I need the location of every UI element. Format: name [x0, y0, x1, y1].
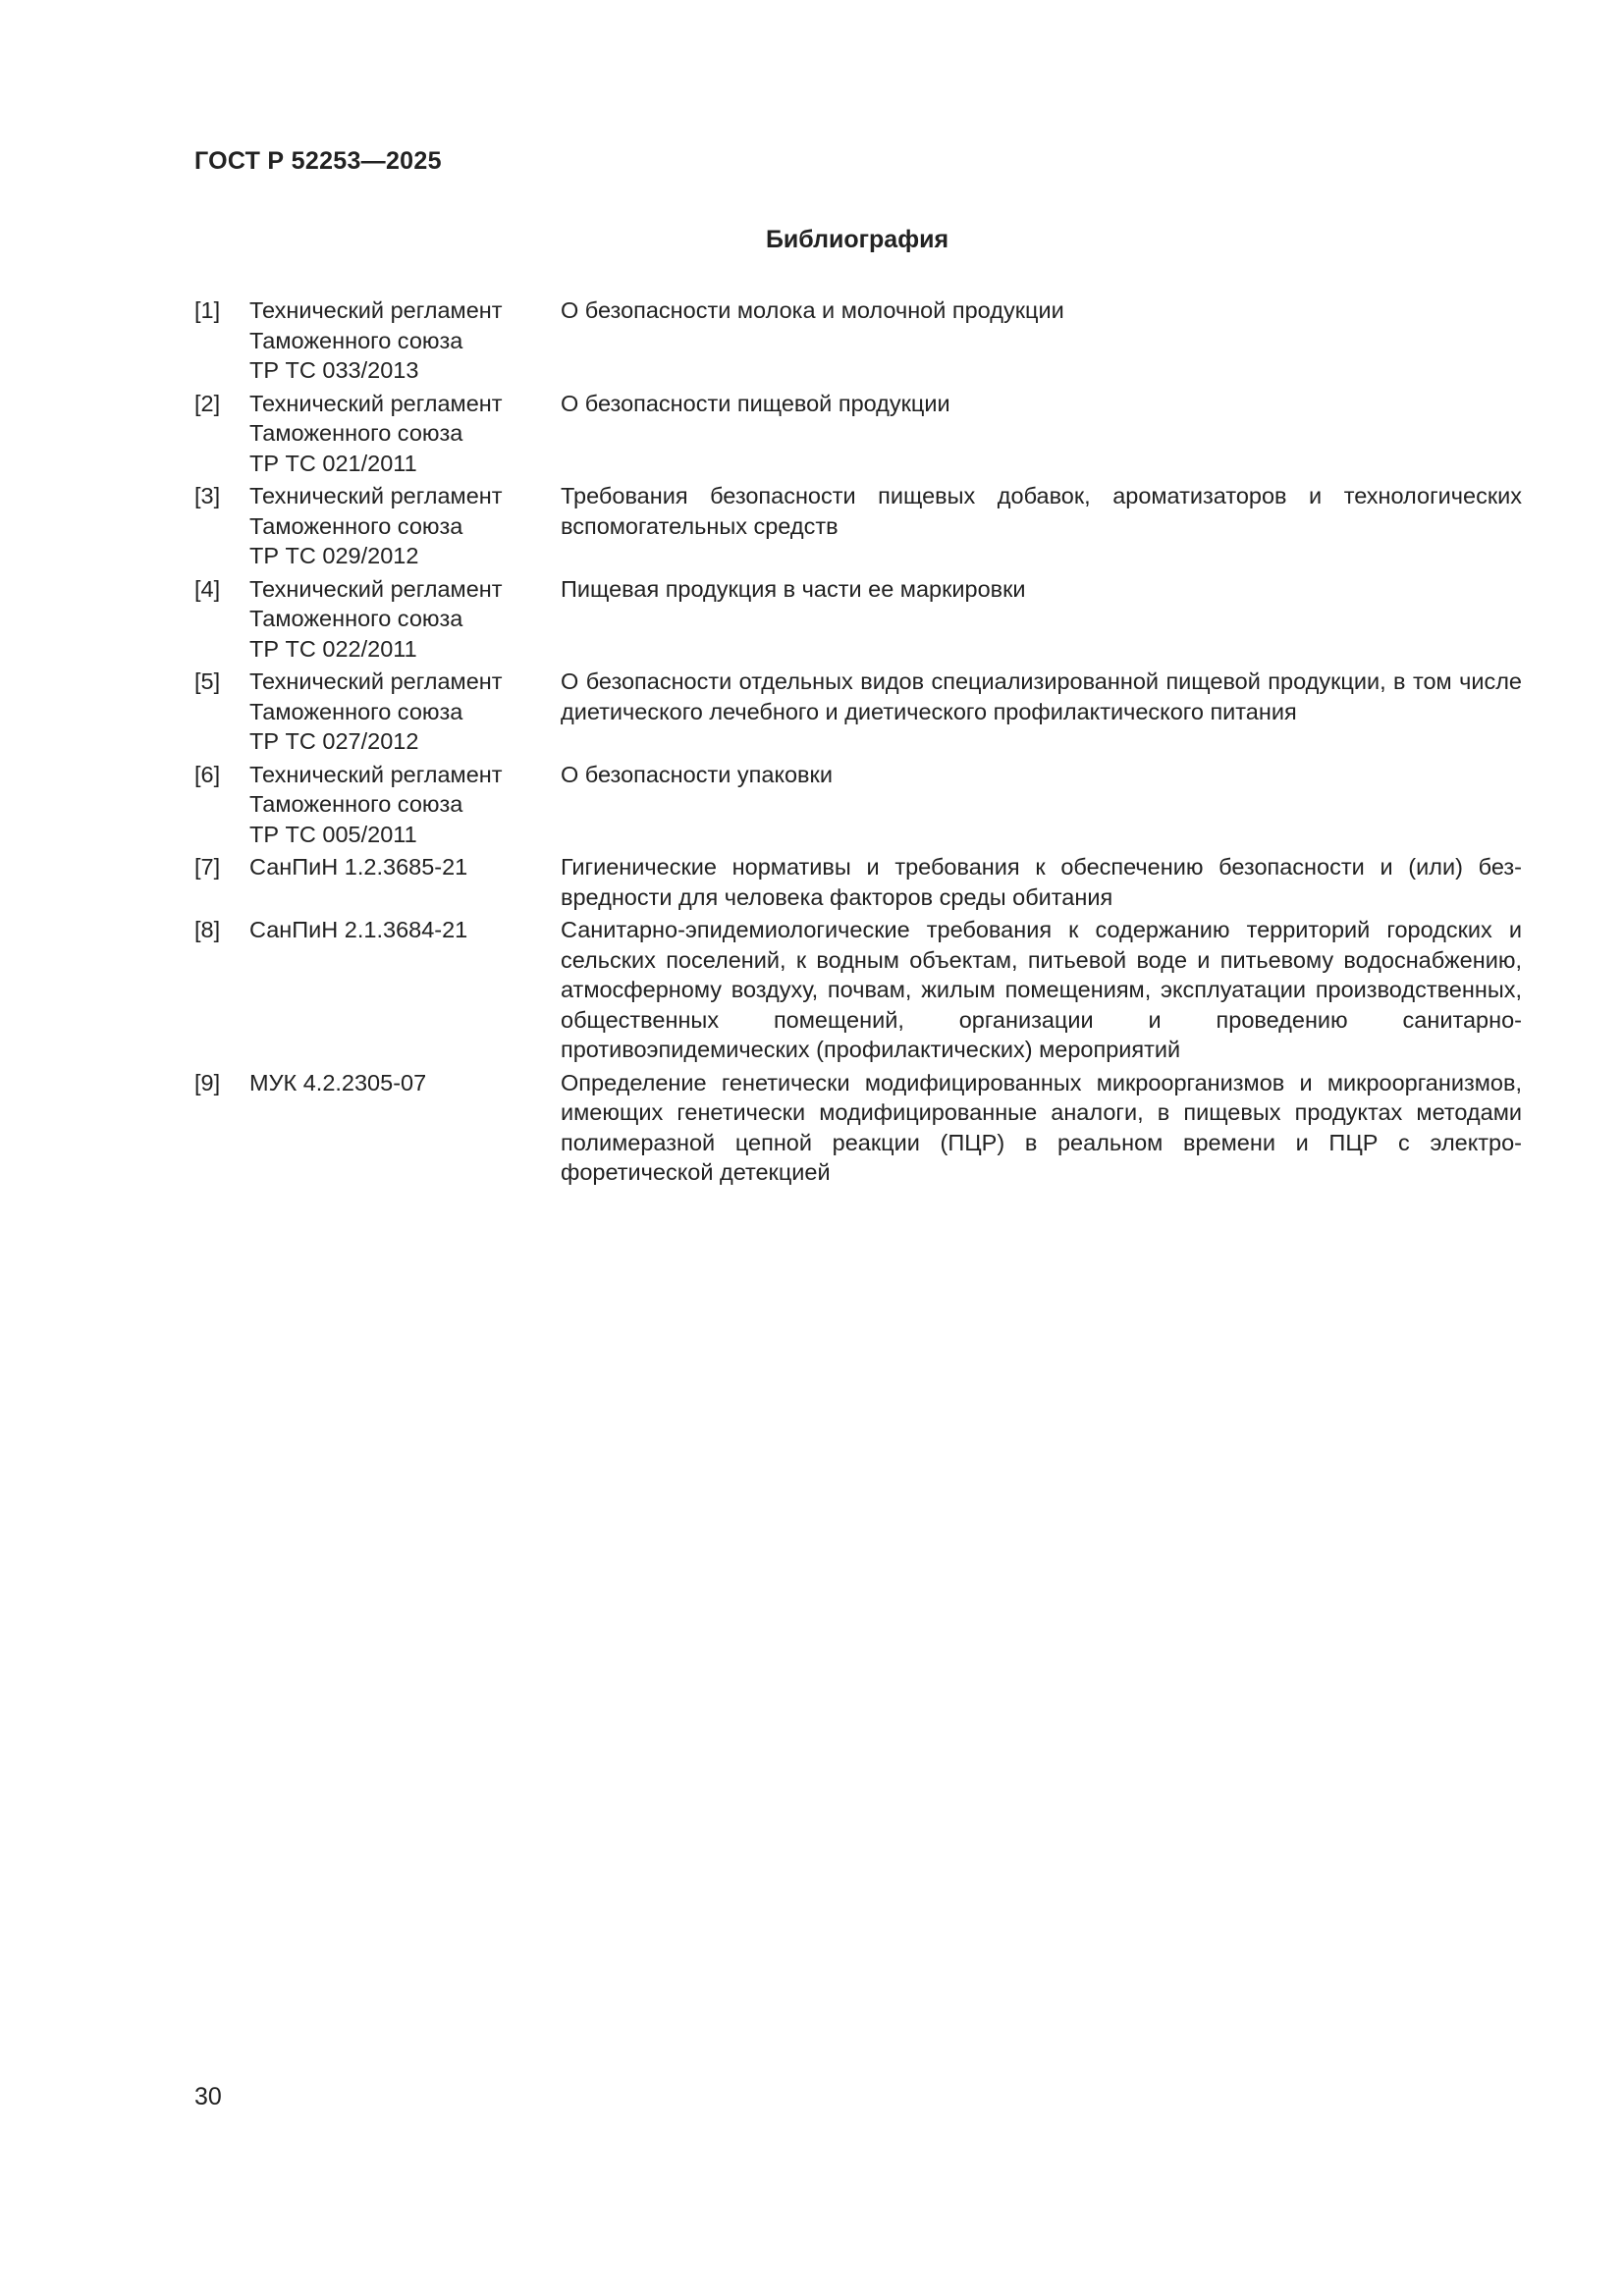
entry-source	[249, 389, 561, 479]
entry-source	[249, 852, 561, 912]
entry-source-line: Технический регламент	[249, 297, 503, 323]
entry-number: [9]	[194, 1069, 221, 1095]
entry-title: Определение генетически модифицированных микроорганизмов и микроорганизмов, имеющих генетически модифицированные аналоги, в пищевых продуктах методами полимеразной цепной реакции (ПЦР) в реальном времени и ПЦР с электрофоретической детекцией	[561, 1069, 1522, 1185]
entry-source	[249, 760, 561, 850]
entry-number: [3]	[194, 483, 221, 508]
entry-source-line: ТР ТС 027/2012	[249, 728, 419, 754]
entry-source-line: ТР ТС 033/2013	[249, 357, 419, 383]
entry-source-line: ТР ТС 005/2011	[249, 821, 417, 847]
entry-source-line: Таможенного союза	[249, 791, 463, 817]
bibliography-entry	[194, 667, 1522, 757]
entry-source	[249, 481, 561, 571]
entry-source-line: Технический регламент	[249, 575, 503, 602]
entry-title: О безопасности молока и молочной продукции	[561, 297, 1064, 323]
entry-source-line: Технический регламент	[249, 483, 503, 508]
bibliography-entry	[194, 852, 1522, 912]
bibliography-entry	[194, 760, 1522, 850]
entry-title: О безопасности упаковки	[561, 761, 833, 787]
bibliography-entry	[194, 1068, 1522, 1188]
bibliography-entry	[194, 481, 1522, 571]
entry-source	[249, 915, 561, 1065]
entry-number: [8]	[194, 917, 221, 942]
entry-title: Санитарно-эпидемиологические требования к содержанию территорий городских и сельских поселений, к водным объектам, питьевой воде и питьевому водоснабжению, атмосферному воздуху, почвам, жилым помещениям, эксплуатации производственных, общественных помещений, организации и проведению санитарно-противоэпидемических (профилактических) мероприятий	[561, 917, 1522, 1062]
entry-source-line: Таможенного союза	[249, 327, 463, 353]
entry-source-line: СанПиН 2.1.3684-21	[249, 917, 468, 942]
entry-source	[249, 295, 561, 386]
bibliography-entry	[194, 574, 1522, 665]
entry-source-line: Таможенного союза	[249, 606, 463, 631]
entry-source-line: Технический регламент	[249, 761, 503, 787]
document-header: ГОСТ Р 52253—2025	[194, 147, 442, 175]
entry-source-line: Таможенного союза	[249, 420, 463, 446]
bibliography-entry	[194, 389, 1522, 479]
entry-number: [5]	[194, 668, 221, 694]
entry-source-line: Таможенного союза	[249, 698, 463, 724]
entry-source-line: ТР ТС 029/2012	[249, 543, 419, 568]
bibliography-title: Библиография	[765, 226, 949, 253]
entry-source-line: ТР ТС 022/2011	[249, 635, 417, 662]
bibliography-entry	[194, 295, 1522, 386]
entry-source-line: Технический регламент	[249, 390, 503, 416]
entry-title: О безопасности пищевой продукции	[561, 390, 950, 416]
entry-source-line: МУК 4.2.2305-07	[249, 1069, 427, 1095]
entry-title: Требования безопасности пищевых добавок, ароматизаторов и технологических вспомогательных средств	[561, 483, 1522, 539]
entry-source-line: Таможенного союза	[249, 512, 463, 539]
page-number: 30	[194, 2083, 222, 2110]
entry-number: [2]	[194, 390, 221, 416]
entry-source	[249, 1068, 561, 1188]
bibliography-list	[194, 295, 1522, 1191]
entry-source-line: СанПиН 1.2.3685-21	[249, 854, 468, 880]
entry-number: [4]	[194, 575, 221, 602]
entry-source-line: Технический регламент	[249, 668, 503, 694]
entry-number: [7]	[194, 854, 221, 880]
entry-title: Пищевая продукция в части ее маркировки	[561, 575, 1026, 602]
bibliography-entry	[194, 915, 1522, 1065]
entry-source	[249, 667, 561, 757]
entry-source-line: ТР ТС 021/2011	[249, 450, 417, 476]
entry-title: О безопасности отдельных видов специализированной пищевой продукции, в том числе диетического лечебного и диетического профилактического питания	[561, 668, 1522, 724]
entry-number: [6]	[194, 761, 221, 787]
entry-title: Гигиенические нормативы и требования к обеспечению безопасности и (или) безвредности для человека факторов среды обитания	[561, 854, 1522, 910]
entry-source	[249, 574, 561, 665]
entry-number: [1]	[194, 297, 221, 323]
